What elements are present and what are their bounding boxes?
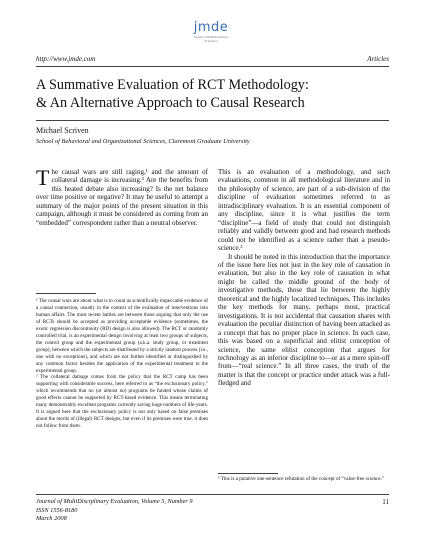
- header-rule: [36, 66, 389, 67]
- right-column: [218, 168, 390, 388]
- journal-footer: [36, 498, 193, 524]
- footnotes-left: [36, 298, 208, 430]
- right-paragraph-1: This is an evaluation of a methodology, and such evaluations, common in all methodological literature and in the philosophy of science, are part of a sub-division of the discipline of evaluation sometimes referred to as intradisciplinary evaluation. It is an essential component of any discipline, since it is what justifies the term “discipline”—a field of study that could not distinguish reliably and validly between good and bad research methods could not be identified as a science rather than a pseudo-science.³: [218, 168, 390, 253]
- title-rule: [36, 120, 389, 121]
- running-header: [36, 55, 389, 63]
- issue-date: March 2008: [36, 515, 67, 522]
- footnote-rule-left: [36, 293, 96, 294]
- footer-rule: [36, 494, 389, 495]
- logo-mark: jmde: [193, 20, 229, 35]
- logo-tagline: Journal of MultiDisciplinary Evaluation: [193, 35, 229, 43]
- left-column: [36, 165, 208, 227]
- footnote-3: ³ This is a putative one-sentence refutation of the concept of “value-free science.”: [218, 476, 385, 482]
- footnote-rule-right: [218, 473, 278, 474]
- drop-cap: T: [36, 165, 50, 190]
- footnote-1: ¹ The causal wars are about what is to count as scientifically impeccable evidence of a causal connection, usually in the context of the evaluation of interventions into human affairs. The most recent battles are between those arguing that only the use of RCTs should be accepted as providing acceptable evidence (sometimes, the exotic regression discontinuity (RD) design is also allowed). The RCT or randomly controlled trial, is an experimental design involving at least two groups of subjects, the control group and the experimental group (a.k.a. study group, or treatment group), between which the subjects are distributed by a strictly random process (i.e., one with no exceptions), and which are not further identified or distinguished by any common factor besides the application of the experimental treatment to the experimental group.: [36, 298, 208, 374]
- left-paragraph-1-text: he causal wars are still raging,¹ and the amount of collateral damage is increasing.² Are the benefits from this heated debate also increasing? Is the net balance over time positive or negative? It may be useful to attempt a summary of the major points of the present situation in this campaign, although it must be considered as coming from an “embedded” correspondent rather than a neutral observer.: [36, 168, 208, 227]
- author-name: Michael Scriven: [36, 126, 89, 135]
- article-title: [36, 76, 396, 112]
- title-line-1: A Summative Evaluation of RCT Methodology:: [36, 77, 309, 93]
- author-affiliation: School of Behavioral and Organizational Sciences, Claremont Graduate University: [36, 138, 250, 145]
- footnote-2: ² The collateral damage comes from the policy that the RCT camp has been supporting with considerable success, here referred to as “the exclusionary policy,” which recommends that no (or almost no) programs be funded whose claims of good effects cannot be supported by RCT-based evidence. This means terminating many demonstrably excellent programs currently saving huge numbers of life-years. It is argued here that the exclusionary policy is not only based on false premises about the merits of (illegal) RCT designs, but even if its premises were true, it does not follow from them.: [36, 374, 209, 430]
- left-paragraph-1: [36, 165, 208, 227]
- issn: ISSN 1556-8180: [36, 506, 78, 514]
- journal-citation: Journal of MultiDisciplinary Evaluation, Volume 5, Number 9: [36, 498, 193, 505]
- title-line-2: & An Alternative Approach to Causal Research: [36, 95, 305, 111]
- right-paragraph-2: It should be noted in this introduction that the importance of the issue here lies not just in the key role of causation in evaluation, but also in the key role of causation in what might be called the middle ground of the body of investigative methods, those that lie between the highly theoretical and the highly localized techniques. This includes the key methods for many, perhaps most, practical investigations. It is not accidental that causation shares with evaluation the peculiar distinction of having been attacked as a concept that has no proper place in science. In each case, this was based on a superficial and elitist conception of science, the same elitist conception that argues for technology as an inferior discipline to—or as a mere spin-off from—“real science.” In all three cases, the truth of the matter is that the concept or practice under attack was a full-fledged and: [218, 252, 390, 388]
- journal-url-link[interactable]: http://www.jmde.com: [36, 55, 96, 63]
- journal-logo: [190, 20, 232, 43]
- page-number: 11: [382, 498, 389, 506]
- section-label: Articles: [367, 55, 389, 63]
